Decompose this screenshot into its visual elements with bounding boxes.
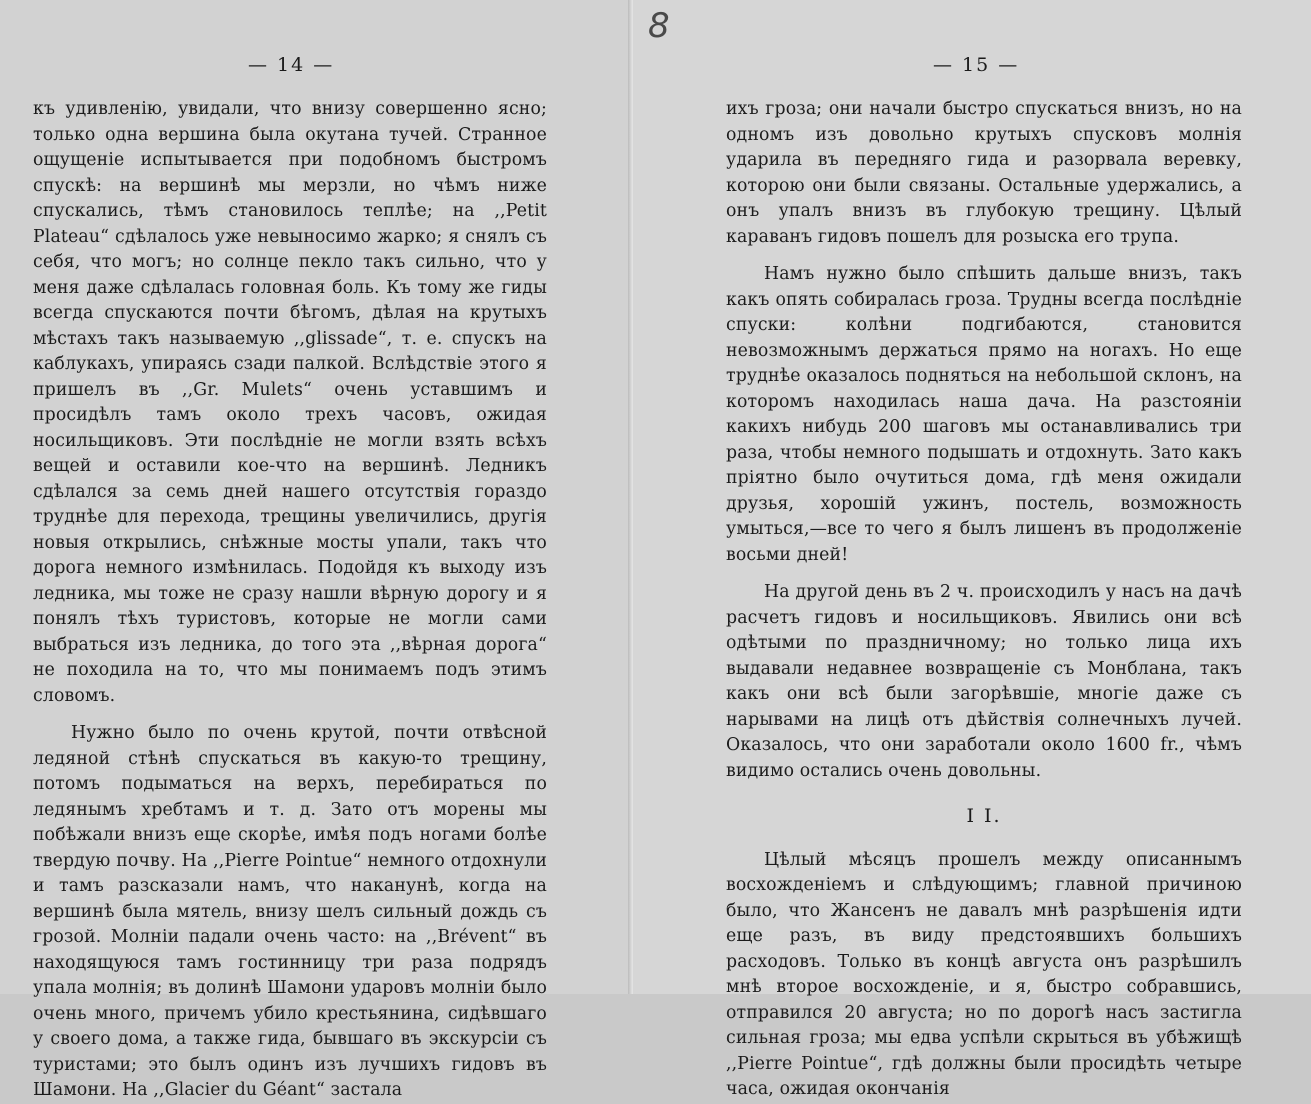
page-number-15: — 15 — bbox=[933, 54, 1020, 76]
right-paragraph-3: На другой день въ 2 ч. происходилъ у насъ на дачѣ расчетъ гидовъ и носильщиковъ. Явились они всѣ одѣтыми по праздничному; но только лица ихъ выдавали недавнее возвращеніе съ Монблана, такъ какъ они всѣ были загорѣвшіе, многіе даже съ нарывами на лицѣ отъ дѣйствія солнечныхъ лучей. Оказалось, что они заработали около 1600 fr., чѣмъ видимо остались очень довольны. bbox=[726, 582, 1242, 781]
left-page bbox=[0, 0, 633, 1100]
left-page-text bbox=[33, 97, 547, 1104]
page-number-14: — 14 — bbox=[248, 54, 335, 76]
section-heading-ii: I I. bbox=[966, 805, 1002, 827]
handwritten-archive-mark: 8 bbox=[648, 6, 670, 46]
left-paragraph-2: Нужно было по очень крутой, почти отвѣсной ледяной стѣнѣ спускаться въ какую-то трещину, потомъ подыматься на верхъ, перебираться по ледянымъ хребтамъ и т. д. Зато отъ морены мы побѣжали внизъ еще скорѣе, имѣя подъ ногами болѣе твердую почву. На ,,Pierre Pointue“ немного отдохнули и тамъ разсказали намъ, что наканунѣ, когда на вершинѣ была мятель, внизу шелъ сильный дождь съ грозой. Молніи падали очень часто: на ,,Brévent“ въ находящуюся тамъ гостинницу три раза подрядъ упала молнія; въ долинѣ Шамони ударовъ молніи было очень много, причемъ убило крестьянина, сидѣвшаго у своего дома, а также гида, бывшаго въ экскурсіи съ туристами; это былъ одинъ изъ лучшихъ гидовъ въ Шамони. На ,,Glacier du Géant“ застала bbox=[33, 723, 547, 1100]
right-paragraph-2: Намъ нужно было спѣшить дальше внизъ, такъ какъ опять собиралась гроза. Трудны всегда послѣдніе спуски: колѣни подгибаются, становится невозможнымъ держаться прямо на ногахъ. Но еще труднѣе оказалось подняться на небольшой склонъ, на которомъ находилась наша дача. На разстояніи какихъ нибудь 200 шаговъ мы останавливались три раза, чтобы немного подышать и отдохнуть. Зато какъ пріятно было очутиться дома, гдѣ меня ожидали друзья, хорошій ужинъ, постель, возможность умыться,—все то чего я былъ лишенъ въ продолженіе восьми дней! bbox=[726, 264, 1242, 565]
right-paragraph-1: ихъ гроза; они начали быстро спускаться внизъ, но на одномъ изъ довольно крутыхъ спусковъ молнія ударила въ передняго гида и разорвала веревку, которою они были связаны. Остальные удержались, а онъ упалъ внизъ въ глубокую трещину. Цѣлый караванъ гидовъ пошелъ для розыска его трупа. bbox=[726, 99, 1242, 247]
right-page bbox=[633, 0, 1311, 1099]
left-paragraph-1: къ удивленію, увидали, что внизу совершенно ясно; только одна вершина была окутана тучей. Странное ощущеніе испытывается при подобномъ быстромъ спускѣ: на вершинѣ мы мерзли, но чѣмъ ниже спускались, тѣмъ становилось теплѣе; на ,,Petit Plateau“ сдѣлалось уже невыносимо жарко; я снялъ съ себя, что могъ; но солнце пекло такъ сильно, что у меня даже сдѣлалась головная боль. Къ тому же гиды всегда спускаются почти бѣгомъ, дѣлая на крутыхъ мѣстахъ такъ называемую ,,glissade“, т. е. спускъ на каблукахъ, упираясь сзади палкой. Вслѣдствіе этого я пришелъ въ ,,Gr. Mulets“ очень уставшимъ и просидѣлъ тамъ около трехъ часовъ, ожидая носильщиковъ. Эти послѣдніе не могли взять всѣхъ вещей и оставили кое-что на вершинѣ. Ледникъ сдѣлался за семь дней нашего отсутствія гораздо труднѣе для перехода, трещины увеличились, другія новыя открылись, снѣжные мосты упали, такъ что дорога немного измѣнилась. Подойдя къ выходу изъ ледника, мы тоже не сразу нашли вѣрную дорогу и я понялъ тѣхъ туристовъ, которые не могли сами выбраться изъ ледника, до того эта ,,вѣрная дорога“ не походила на то, что мы понимаемъ подъ этимъ словомъ. bbox=[33, 99, 547, 706]
right-paragraph-4: Цѣлый мѣсяцъ прошелъ между описаннымъ восхожденіемъ и слѣдующимъ; главной причиною было, что Жансенъ не давалъ мнѣ разрѣшенія идти еще разъ, въ виду предстоявшихъ большихъ расходовъ. Только въ концѣ августа онъ разрѣшилъ мнѣ второе восхожденіе, и я, быстро собравшись, отправился 20 августа; но по дорогѣ насъ застигла сильная гроза; мы едва успѣли скрыться въ убѣжищѣ ,,Pierre Pointue“, гдѣ должны были просидѣть четыре часа, ожидая окончанія bbox=[726, 849, 1242, 1099]
right-page-text bbox=[726, 97, 1242, 1103]
